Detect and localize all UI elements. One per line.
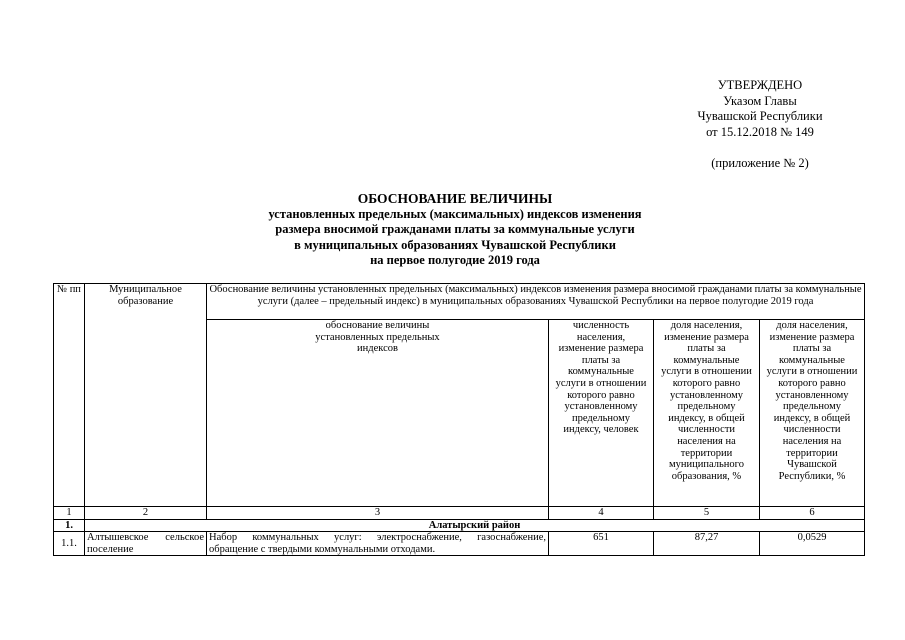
header-row-1 (54, 284, 865, 320)
table-row (54, 532, 865, 556)
title-line-4: в муниципальных образованиях Чувашской Республики (294, 237, 616, 252)
title-line-3: размера вносимой гражданами платы за коммунальные услуги (275, 222, 635, 236)
col-number: 4 (549, 507, 654, 520)
col-number: 6 (760, 507, 865, 520)
col-number: 1 (54, 507, 85, 520)
header-municipality: Муниципальное образование (85, 284, 207, 320)
approval-date-number: от 15.12.2018 № 149 (706, 124, 814, 139)
title-line-1: ОБОСНОВАНИЕ ВЕЛИЧИНЫ (357, 191, 553, 206)
justification-table (53, 283, 865, 556)
section-name: Алатырский район (85, 519, 865, 532)
approval-status: УТВЕРЖДЕНО (717, 78, 803, 92)
header-col5: доля населения, изменение размера платы за коммунальные услуги в отношении которого равно установленному предельному индексу, в общей численности населения на территории муниципального образования, % (654, 320, 760, 507)
header-group: Обоснование величины установленных предельных (максимальных) индексов изменения размера вносимой гражданами платы за коммунальные услуги (далее – предельный индекс) в муниципальных образованиях Чувашской Республики на первое полугодие 2019 года (207, 284, 865, 320)
header-row-2 (54, 320, 865, 507)
header-num-cont (54, 320, 85, 507)
title-line-2: установленных предельных (максимальных) индексов изменения (268, 206, 642, 221)
header-col3: обоснование величины установленных предельных индексов (207, 320, 549, 507)
approval-stamp (660, 78, 860, 140)
section-number: 1. (54, 519, 85, 532)
header-num: № пп (54, 284, 85, 320)
header-municipality-cont (85, 320, 207, 507)
title-line-5: на первое полугодие 2019 года (370, 253, 540, 267)
header-col4: численность населения, изменение размера платы за коммунальные услуги в отношении которого равно установленному предельному индексу, человек (549, 320, 654, 507)
col-number: 2 (85, 507, 207, 520)
col-number: 5 (654, 507, 760, 520)
col-number: 3 (207, 507, 549, 520)
row-share-municipal: 87,27 (654, 532, 760, 556)
row-population: 651 (549, 532, 654, 556)
approval-decree: Указом Главы (723, 93, 797, 108)
row-number: 1.1. (54, 532, 85, 556)
header-col6: доля населения, изменение размера платы за коммунальные услуги в отношении которого равно установленному предельному индексу, в общей численности населения на территории Чувашской Республики, % (760, 320, 865, 507)
document-title (180, 191, 730, 269)
section-row (54, 519, 865, 532)
row-share-republic: 0,0529 (760, 532, 865, 556)
row-municipality: Алтышевское сельское поселение (85, 532, 207, 556)
row-justification: Набор коммунальных услуг: электроснабжение, газоснабжение, обращение с твердыми коммунальными отходами. (207, 532, 549, 556)
approval-authority: Чувашской Республики (697, 109, 823, 123)
column-numbers-row (54, 507, 865, 520)
appendix-label: (приложение № 2) (711, 156, 809, 170)
